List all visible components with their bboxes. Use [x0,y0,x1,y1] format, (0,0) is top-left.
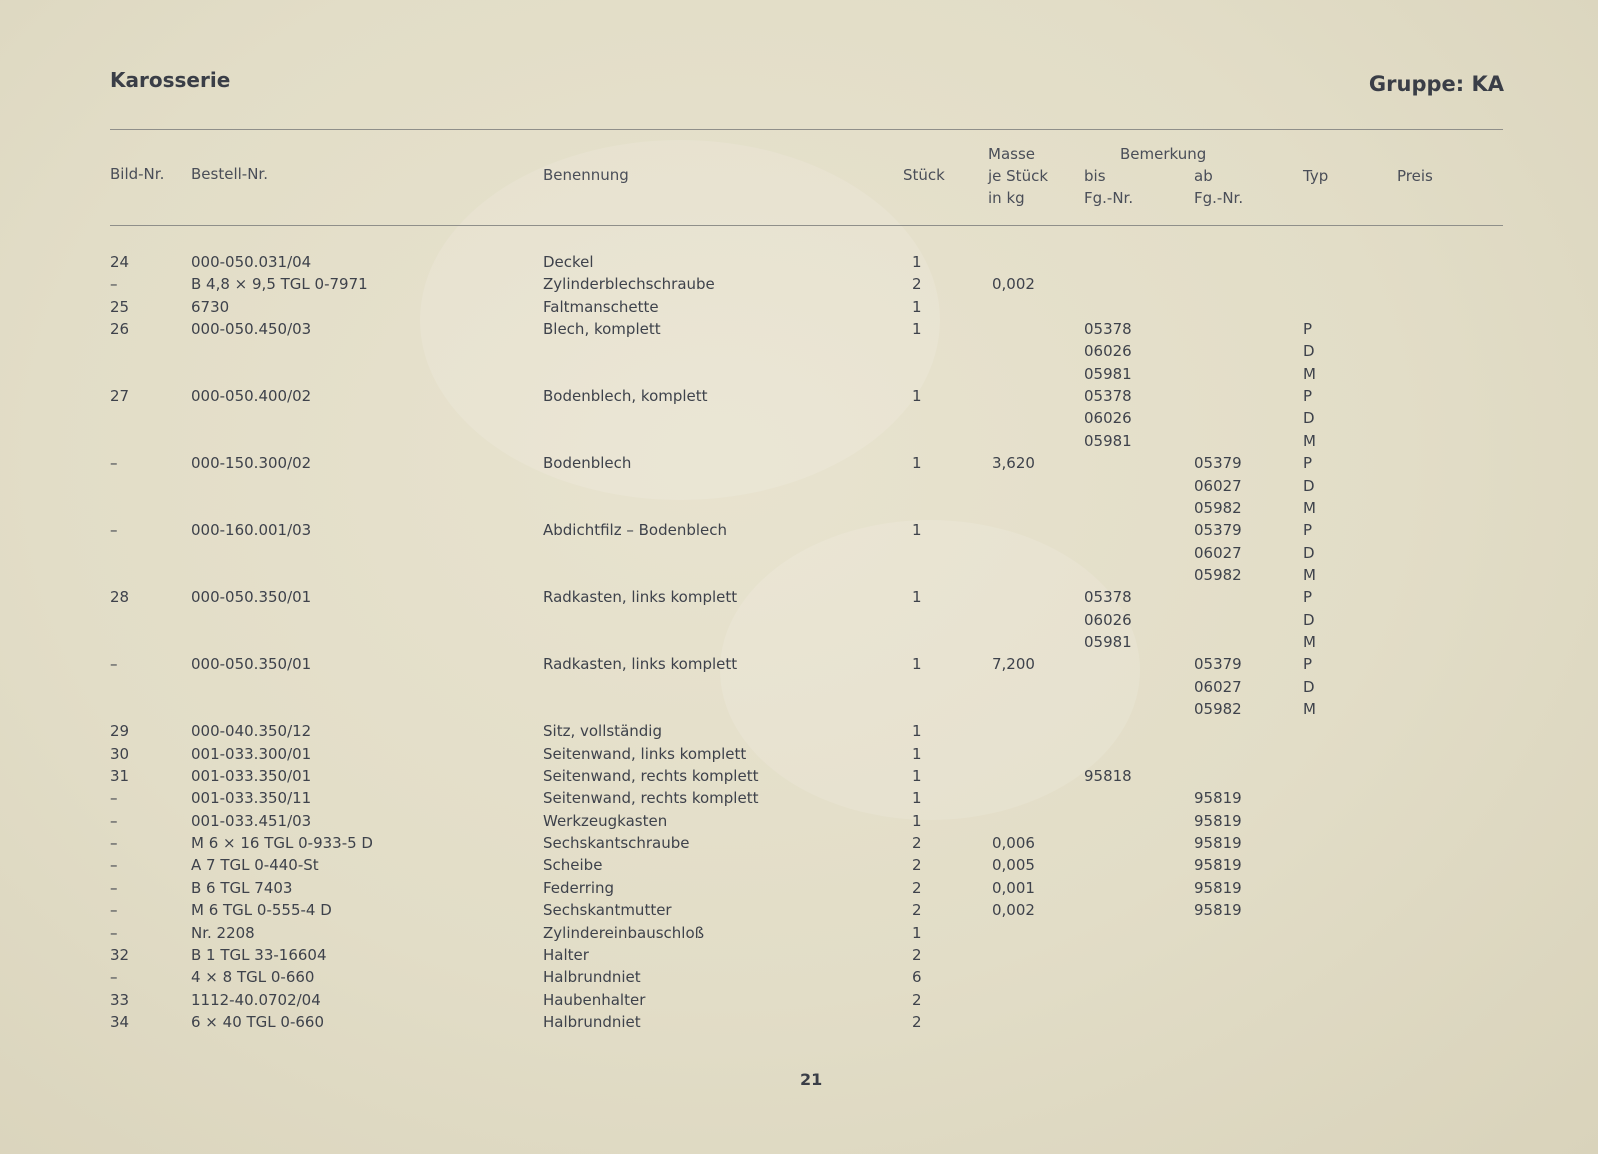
cell-bis: 06026 [1084,342,1132,361]
cell-typ: M [1303,632,1316,651]
col-benennung: Benennung [543,166,629,184]
cell-masse: 0,002 [992,275,1035,294]
cell-typ: M [1303,431,1316,450]
cell-benennung: Seitenwand, rechts komplett [543,767,759,786]
cell-masse: 0,002 [992,901,1035,920]
table-row [0,544,1598,566]
cell-benennung: Seitenwand, rechts komplett [543,789,759,808]
cell-ab: 95819 [1194,811,1242,830]
cell-typ: M [1303,364,1316,383]
cell-benennung: Deckel [543,253,594,271]
cell-bild: – [110,968,118,987]
cell-bestell: A 7 TGL 0-440-St [191,856,319,875]
cell-stueck: 1 [912,655,922,674]
table-row [0,655,1598,677]
page-number: 21 [800,1070,823,1089]
cell-bis: 06026 [1084,610,1132,629]
cell-stueck: 2 [912,275,922,294]
cell-ab: 95819 [1194,901,1242,920]
cell-benennung: Radkasten, links komplett [543,655,738,674]
header-rule-top [110,129,1503,130]
cell-benennung: Haubenhalter [543,990,646,1009]
cell-stueck: 1 [912,521,922,540]
cell-ab: 05982 [1194,700,1242,718]
table-row [0,1013,1598,1035]
cell-stueck: 1 [912,811,922,830]
cell-bis: 06026 [1084,409,1132,428]
cell-bis: 05981 [1084,431,1132,450]
cell-bild: 31 [110,767,130,786]
cell-stueck: 1 [912,253,922,271]
cell-masse: 7,200 [992,655,1035,674]
cell-benennung: Abdichtfilz – Bodenblech [543,521,728,540]
cell-typ: P [1303,320,1313,339]
cell-stueck: 1 [912,767,922,786]
table-row [0,320,1598,342]
col-ab-fg: Fg.-Nr. [1194,189,1244,207]
col-typ: Typ [1303,167,1329,185]
table-row [0,834,1598,856]
cell-benennung: Sitz, vollständig [543,722,662,741]
cell-ab: 05379 [1194,655,1242,674]
table-row [0,745,1598,767]
cell-bestell: Nr. 2208 [191,923,255,942]
table-row [0,387,1598,409]
cell-ab: 95819 [1194,878,1242,897]
cell-bestell: 001-033.300/01 [191,744,312,763]
table-row [0,611,1598,633]
cell-bestell: B 6 TGL 7403 [191,878,293,897]
table-row [0,991,1598,1013]
cell-stueck: 1 [912,588,922,607]
cell-bis: 05378 [1084,387,1132,406]
cell-bild: 27 [110,387,130,406]
cell-typ: P [1303,655,1313,674]
table-row [0,812,1598,834]
cell-bestell: 000-150.300/02 [191,454,312,473]
cell-bild: 24 [110,253,130,271]
col-masse-line2: je Stück [988,167,1049,185]
cell-bild: – [110,811,118,830]
cell-benennung: Halbrundniet [543,1012,641,1031]
cell-ab: 05982 [1194,565,1242,584]
col-bis-fg: Fg.-Nr. [1084,189,1134,207]
cell-bis: 05378 [1084,588,1132,607]
cell-ab: 95819 [1194,789,1242,808]
table-row [0,432,1598,454]
cell-bild: 32 [110,945,130,964]
col-bild: Bild-Nr. [110,165,165,183]
table-row [0,946,1598,968]
cell-bestell: B 4,8 × 9,5 TGL 0-7971 [191,275,368,294]
cell-bild: 30 [110,744,130,763]
cell-benennung: Scheibe [543,856,603,875]
cell-benennung: Blech, komplett [543,320,661,339]
cell-benennung: Faltmanschette [543,297,659,316]
cell-bestell: M 6 TGL 0-555-4 D [191,901,332,920]
cell-typ: D [1303,543,1315,562]
cell-bild: – [110,901,118,920]
cell-bestell: 000-050.350/01 [191,588,312,607]
cell-bestell: M 6 × 16 TGL 0-933-5 D [191,834,373,853]
table-row [0,722,1598,744]
cell-ab: 05982 [1194,498,1242,517]
header-rule-bottom [110,225,1503,226]
col-bestell: Bestell-Nr. [191,165,268,183]
cell-masse: 0,006 [992,834,1035,853]
table-row [0,700,1598,722]
cell-bild: – [110,878,118,897]
cell-bestell: 000-040.350/12 [191,722,312,741]
col-bis: bis [1084,167,1106,185]
cell-typ: D [1303,476,1315,495]
cell-benennung: Sechskantschraube [543,834,690,853]
cell-stueck: 1 [912,722,922,741]
cell-bild: – [110,521,118,540]
col-ab: ab [1194,167,1213,185]
cell-typ: P [1303,454,1313,473]
table-row [0,298,1598,320]
cell-masse: 3,620 [992,454,1035,473]
cell-bild: 28 [110,588,130,607]
table-row [0,409,1598,431]
cell-typ: D [1303,677,1315,696]
cell-typ: D [1303,610,1315,629]
cell-ab: 95819 [1194,856,1242,875]
cell-bild: – [110,789,118,808]
cell-benennung: Radkasten, links komplett [543,588,738,607]
group-label: Gruppe: KA [1368,72,1504,96]
cell-stueck: 2 [912,990,922,1009]
cell-bestell: 001-033.350/11 [191,789,312,808]
cell-typ: P [1303,387,1313,406]
cell-bild: 25 [110,297,130,316]
table-row [0,901,1598,923]
cell-benennung: Halter [543,945,589,964]
cell-stueck: 1 [912,297,922,316]
cell-stueck: 2 [912,901,922,920]
table-row [0,924,1598,946]
table-row [0,275,1598,297]
table-row [0,588,1598,610]
cell-bestell: B 1 TGL 33-16604 [191,945,327,964]
cell-benennung: Sechskantmutter [543,901,672,920]
table-row [0,678,1598,700]
cell-masse: 0,005 [992,856,1035,875]
cell-bestell: 4 × 8 TGL 0-660 [191,968,315,987]
cell-ab: 95819 [1194,834,1242,853]
cell-benennung: Zylinderblechschraube [543,275,715,294]
cell-bis: 05378 [1084,320,1132,339]
cell-bestell: 000-050.400/02 [191,387,312,406]
cell-benennung: Halbrundniet [543,968,641,987]
cell-bild: – [110,856,118,875]
cell-bestell: 000-050.031/04 [191,253,312,271]
cell-bild: 29 [110,722,130,741]
table-row [0,342,1598,364]
cell-bestell: 000-160.001/03 [191,521,312,540]
table-row [0,566,1598,588]
cell-benennung: Bodenblech [543,454,632,473]
col-stueck: Stück [903,166,945,184]
cell-ab: 06027 [1194,677,1242,696]
table-row [0,253,1598,275]
cell-benennung: Zylindereinbauschloß [543,923,705,942]
cell-bestell: 000-050.350/01 [191,655,312,674]
cell-typ: D [1303,409,1315,428]
cell-benennung: Bodenblech, komplett [543,387,708,406]
cell-stueck: 6 [912,968,922,987]
cell-bild: – [110,655,118,674]
table-row [0,968,1598,990]
cell-ab: 05379 [1194,521,1242,540]
cell-benennung: Federring [543,878,615,897]
cell-bild: 33 [110,990,130,1009]
cell-typ: M [1303,700,1316,718]
cell-bis: 95818 [1084,767,1132,786]
cell-typ: D [1303,342,1315,361]
cell-ab: 06027 [1194,543,1242,562]
cell-bestell: 001-033.451/03 [191,811,312,830]
cell-typ: M [1303,498,1316,517]
cell-bild: – [110,834,118,853]
table-row [0,365,1598,387]
cell-stueck: 1 [912,789,922,808]
cell-typ: P [1303,588,1313,607]
col-masse-line1: Masse [988,145,1035,163]
cell-typ: P [1303,521,1313,540]
cell-ab: 05379 [1194,454,1242,473]
cell-typ: M [1303,565,1316,584]
cell-stueck: 1 [912,744,922,763]
cell-bestell: 000-050.450/03 [191,320,312,339]
cell-bild: 34 [110,1012,130,1031]
cell-bis: 05981 [1084,364,1132,383]
cell-stueck: 2 [912,1012,922,1031]
cell-stueck: 1 [912,320,922,339]
cell-benennung: Seitenwand, links komplett [543,744,747,763]
col-bemerkung: Bemerkung [1120,145,1207,163]
cell-stueck: 2 [912,945,922,964]
table-row [0,789,1598,811]
cell-bis: 05981 [1084,632,1132,651]
table-row [0,879,1598,901]
table-row [0,499,1598,521]
table-row [0,633,1598,655]
cell-bestell: 1112-40.0702/04 [191,990,321,1009]
table-row [0,477,1598,499]
section-title: Karosserie [110,68,231,92]
col-preis: Preis [1397,167,1433,185]
cell-stueck: 1 [912,454,922,473]
cell-stueck: 1 [912,923,922,942]
table-row [0,454,1598,476]
cell-benennung: Werkzeugkasten [543,811,668,830]
cell-bild: 26 [110,320,130,339]
cell-stueck: 2 [912,856,922,875]
table-row [0,856,1598,878]
cell-bestell: 001-033.350/01 [191,767,312,786]
cell-bestell: 6730 [191,297,230,316]
table-row [0,521,1598,543]
cell-stueck: 2 [912,878,922,897]
cell-bild: – [110,454,118,473]
cell-masse: 0,001 [992,878,1035,897]
cell-bild: – [110,275,118,294]
cell-stueck: 1 [912,387,922,406]
cell-stueck: 2 [912,834,922,853]
cell-ab: 06027 [1194,476,1242,495]
cell-bestell: 6 × 40 TGL 0-660 [191,1012,325,1031]
table-row [0,767,1598,789]
cell-bild: – [110,923,118,942]
col-masse-line3: in kg [988,189,1025,207]
